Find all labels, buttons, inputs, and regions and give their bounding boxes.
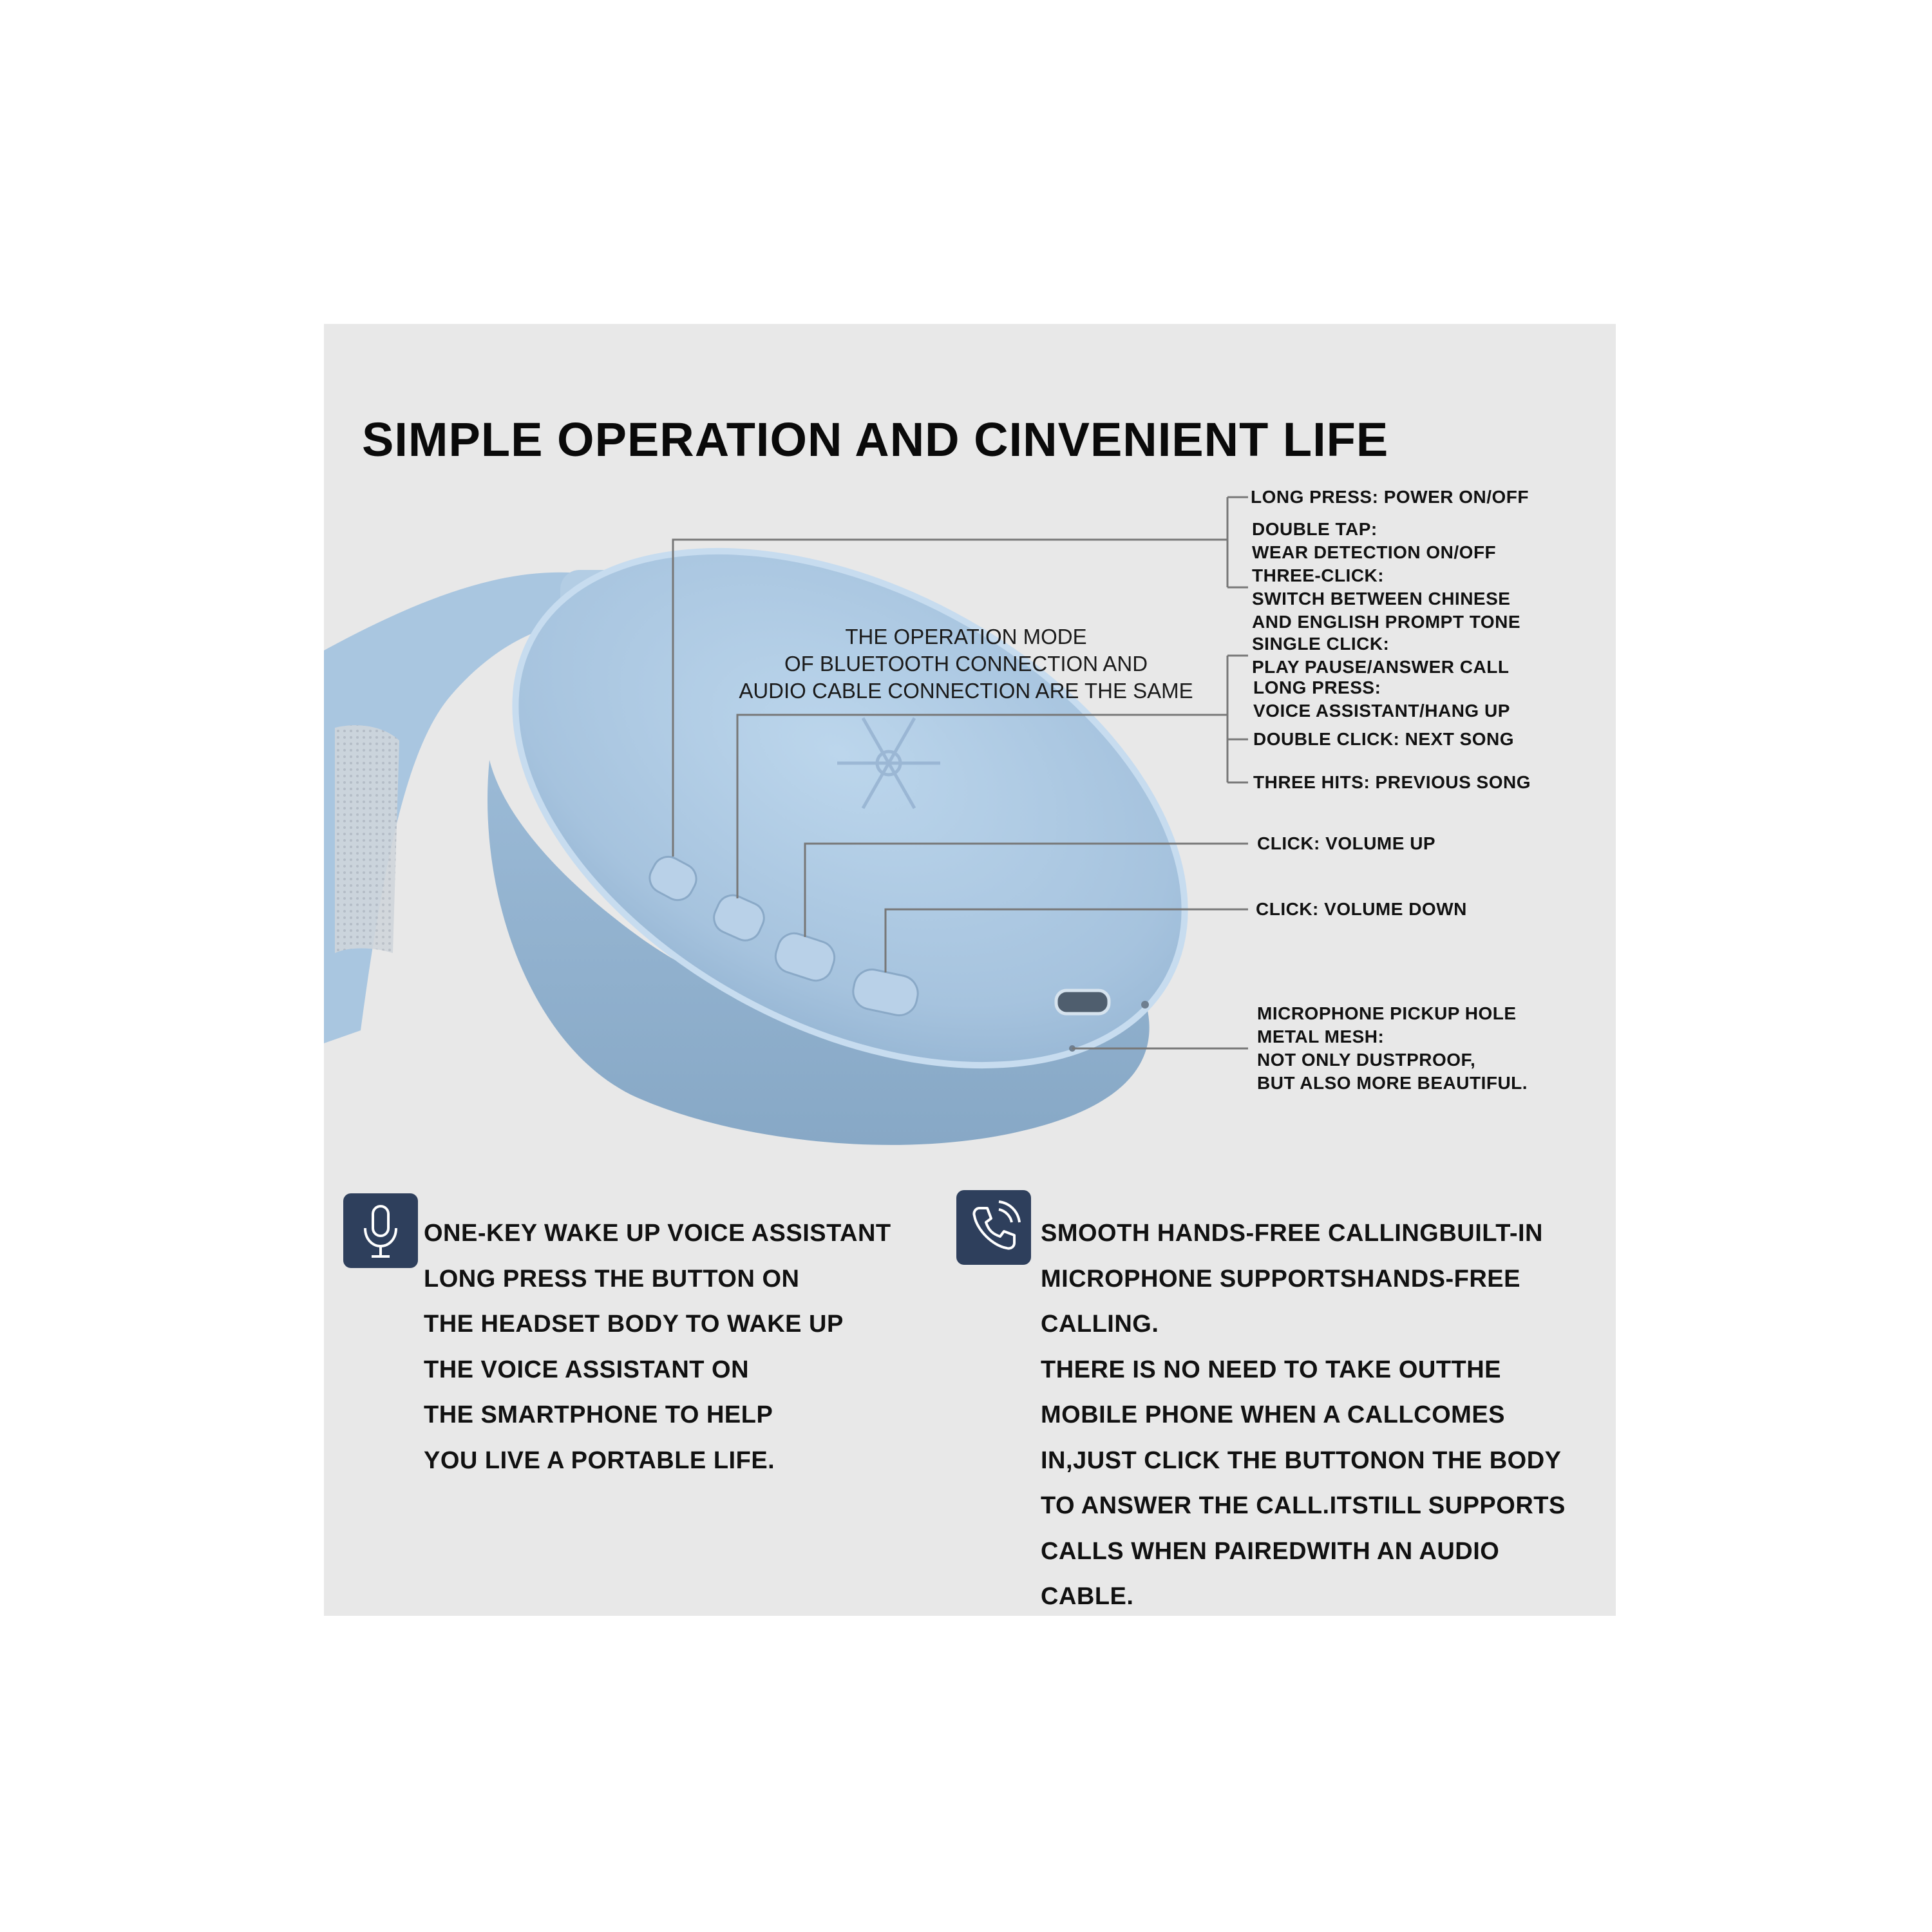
usb-c-port bbox=[1056, 990, 1109, 1014]
callout-play-pause: SINGLE CLICK: PLAY PAUSE/ANSWER CALL bbox=[1252, 634, 1510, 677]
page-title: SIMPLE OPERATION AND CINVENIENT LIFE bbox=[362, 413, 1389, 466]
feature-calling-text: SMOOTH HANDS-FREE CALLINGBUILT-IN MICROPHONE SUPPORTSHANDS-FREE CALLING. THERE IS NO NEED TO TAKE OUTTHE MOBILE PHONE WHEN A CALLCOMES IN,JUST CLICK THE BUTTONON THE BODY TO ANSWER THE CALL.ITSTILL SUPPORTS CALLS WHEN PAIREDWITH AN AUDIO CABLE. bbox=[1041, 1220, 1566, 1610]
callout-voice-assistant: LONG PRESS: VOICE ASSISTANT/HANG UP bbox=[1253, 677, 1510, 721]
callout-volume-up: CLICK: VOLUME UP bbox=[1257, 833, 1436, 853]
callout-power: LONG PRESS: POWER ON/OFF bbox=[1251, 487, 1530, 507]
phone-call-icon bbox=[956, 1190, 1031, 1265]
microphone-icon bbox=[343, 1193, 418, 1268]
feature-calling-icon-box bbox=[956, 1190, 1031, 1265]
callout-next-song: DOUBLE CLICK: NEXT SONG bbox=[1253, 729, 1515, 749]
operation-mode-note: THE OPERATION MODE OF BLUETOOTH CONNECTION AND AUDIO CABLE CONNECTION ARE THE SAME bbox=[739, 625, 1193, 703]
callout-prompt-tone: THREE-CLICK: SWITCH BETWEEN CHINESE AND ENGLISH PROMPT TONE bbox=[1252, 565, 1521, 632]
callout-microphone: MICROPHONE PICKUP HOLE METAL MESH: NOT ONLY DUSTPROOF, BUT ALSO MORE BEAUTIFUL. bbox=[1257, 1003, 1528, 1093]
feature-voice-text: ONE-KEY WAKE UP VOICE ASSISTANT LONG PRESS THE BUTTON ON THE HEADSET BODY TO WAKE UP THE VOICE ASSISTANT ON THE SMARTPHONE TO HELP YOU LIVE A PORTABLE LIFE. bbox=[424, 1220, 891, 1474]
callout-wear-detection: DOUBLE TAP: WEAR DETECTION ON/OFF bbox=[1252, 519, 1497, 562]
callout-volume-down: CLICK: VOLUME DOWN bbox=[1256, 899, 1467, 919]
feature-voice-icon-box bbox=[343, 1193, 418, 1268]
callout-previous-song: THREE HITS: PREVIOUS SONG bbox=[1253, 772, 1531, 792]
